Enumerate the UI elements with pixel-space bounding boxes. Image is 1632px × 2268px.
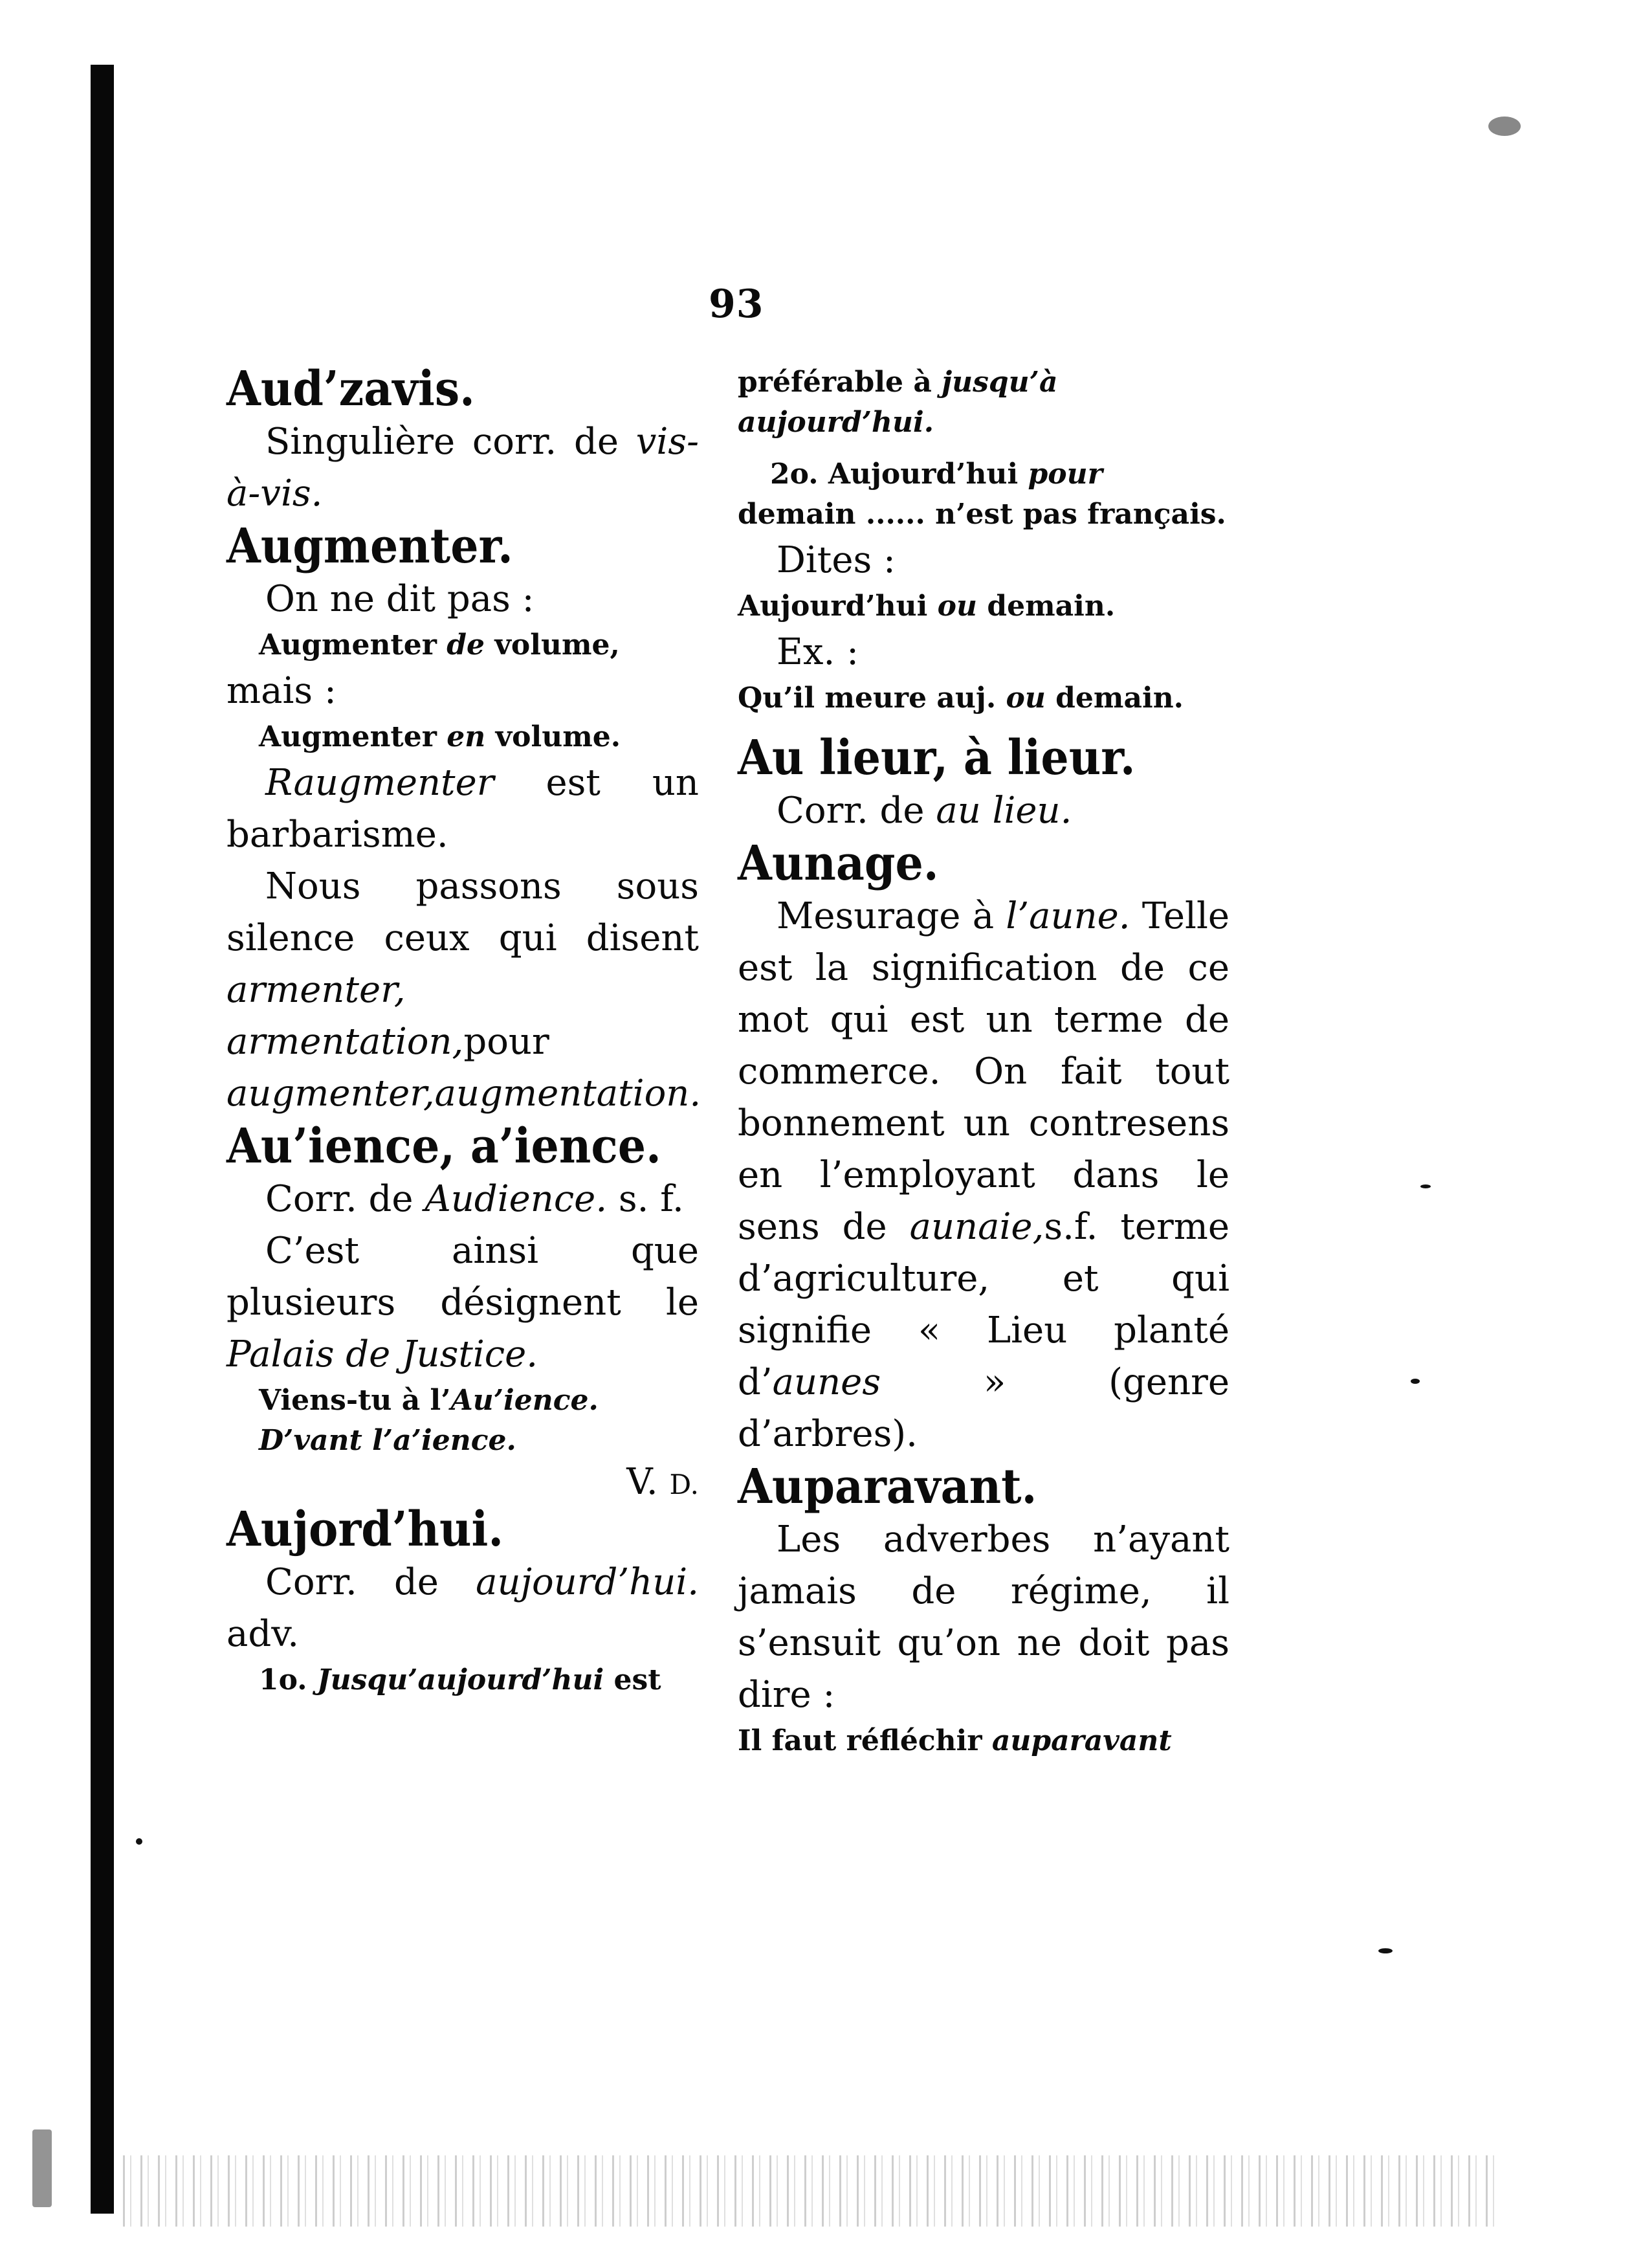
entry-aujordhui-paragraph-1: Corr. de aujourd’hui. adv.: [226, 1561, 699, 1655]
scan-speck: [1411, 1379, 1420, 1384]
entry-aujordhui-example-2: Qu’il meure auj. ou demain.: [738, 682, 1184, 715]
entry-aulieur-text: Corr. de au lieu.: [777, 789, 1072, 832]
headword-auience: Au’ience, a’ience.: [226, 1118, 661, 1174]
entry-augmenter-paragraph-2: Nous passons sous silence ceux qui disent armenter, armentation,pour augmenter,augmentation.: [226, 865, 701, 1115]
page-number: 93: [709, 282, 764, 327]
entry-augmenter-on-ne-dit: On ne dit pas :: [265, 577, 535, 620]
headword-aunage: Aunage.: [738, 835, 939, 891]
entry-auience-example-1: Viens-tu à l’Au’ience.: [259, 1383, 599, 1417]
entry-auience-paragraph-1: Corr. de Audience. s. f.: [265, 1177, 684, 1220]
entry-augmenter-mais: mais :: [226, 669, 336, 712]
headword-audzavis: Aud’zavis.: [226, 361, 475, 417]
entry-auience-signature: V. D.: [626, 1460, 699, 1503]
entry-augmenter-paragraph-1: Raugmenter est un barbarisme.: [226, 761, 699, 856]
entry-aujordhui-continued-2: 2o. Aujourd’hui pour demain ...... n’est pas français.: [738, 458, 1226, 531]
scan-speck: [1488, 117, 1521, 136]
entry-audzavis-text: Singulière corr. de vis-à-vis.: [226, 420, 699, 515]
entry-augmenter-example-2: Augmenter en volume.: [259, 720, 621, 753]
entry-augmenter-example-1: Augmenter de volume,: [259, 628, 620, 662]
headword-augmenter: Augmenter.: [226, 518, 513, 574]
entry-auience-example-2: D’vant l’a’ience.: [259, 1423, 516, 1457]
book-binding-edge: [91, 65, 114, 2214]
headword-aulieur: Au lieur, à lieur.: [738, 730, 1136, 786]
entry-aujordhui-paragraph-2: 1o. Jusqu’aujourd’hui est: [259, 1663, 661, 1696]
scan-speck: [32, 2129, 52, 2207]
scan-noise-bottom: [123, 2155, 1501, 2227]
scan-speck: [136, 1838, 142, 1845]
entry-auience-paragraph-2: C’est ainsi que plusieurs désignent le Palais de Justice.: [226, 1229, 699, 1375]
entry-aunage-text: Mesurage à l’aune. Telle est la signification de ce mot qui est un terme de commerce. On fait tout bonnement un contresens en l’employant dans le sens de aunaie,s.f. terme d’agriculture, et qui signifie « Lieu planté d’aunes » (genre d’arbres).: [738, 895, 1230, 1455]
left-column: [226, 362, 699, 1700]
entry-auparavant-text: Les adverbes n’ayant jamais de régime, il s’ensuit qu’on ne doit pas dire :: [738, 1518, 1230, 1716]
headword-aujordhui: Aujord’hui.: [226, 1501, 504, 1557]
headword-auparavant: Auparavant.: [738, 1458, 1037, 1515]
scan-speck: [1420, 1184, 1431, 1188]
entry-aujordhui-dites: Dites :: [777, 539, 896, 581]
entry-aujordhui-continued-1: préférable à jusqu’à aujourd’hui.: [738, 366, 1058, 439]
entry-aujordhui-example-1: Aujourd’hui ou demain.: [738, 590, 1116, 623]
scan-speck: [1378, 1948, 1393, 1953]
entry-auparavant-example: Il faut réfléchir auparavant: [738, 1724, 1172, 1757]
right-column: [738, 362, 1230, 1761]
entry-aujordhui-ex-label: Ex. :: [777, 631, 859, 673]
